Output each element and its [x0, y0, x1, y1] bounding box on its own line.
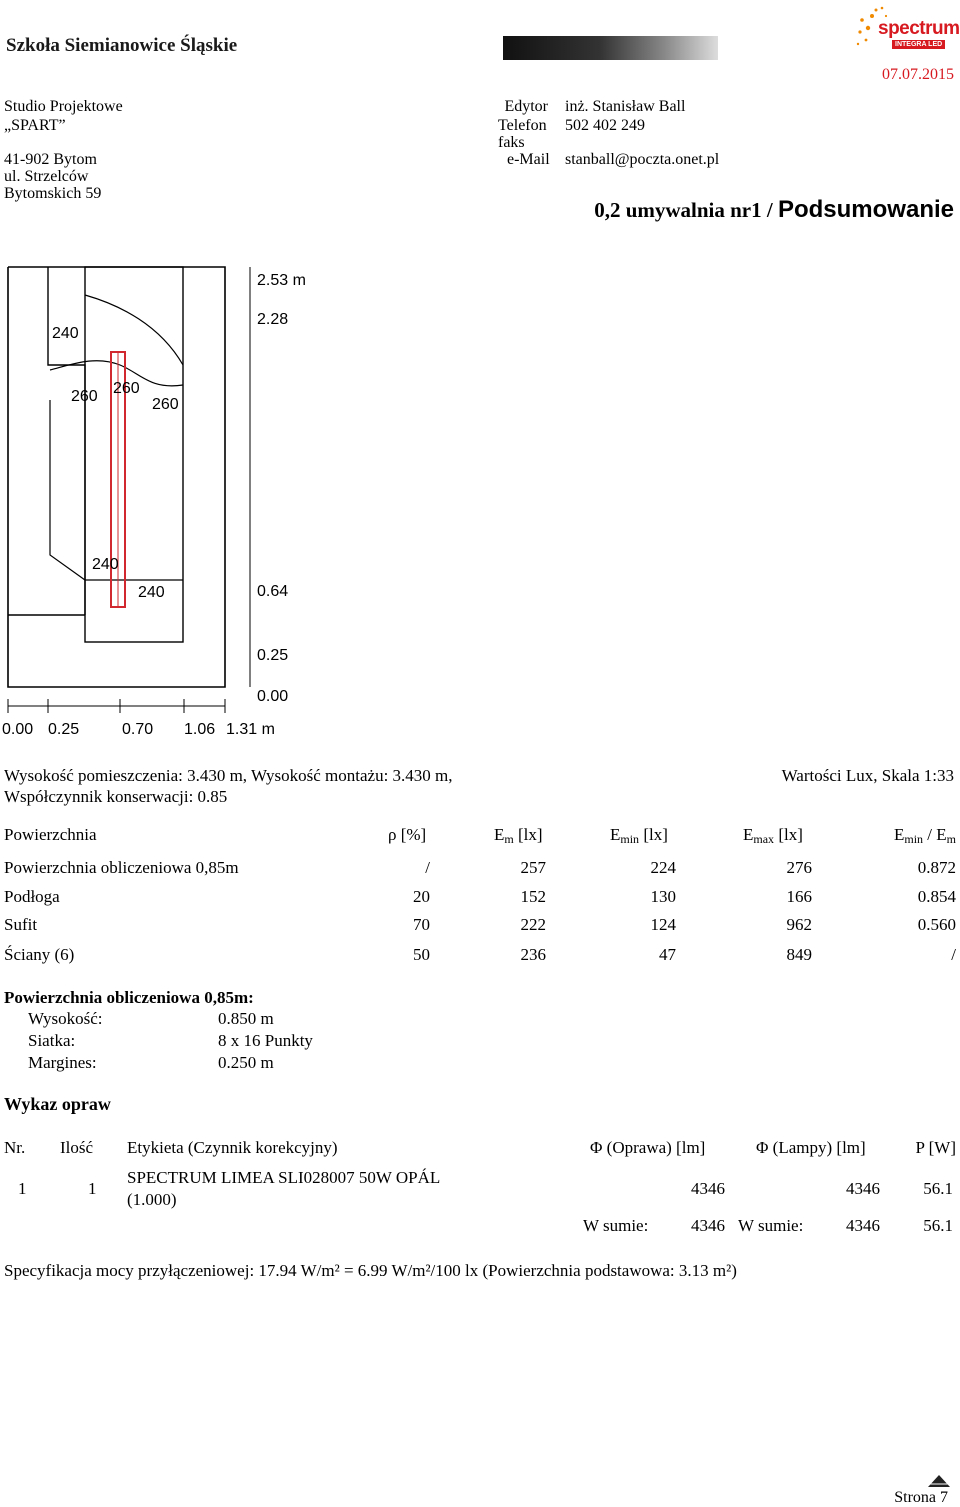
luminaire-label: SPECTRUM LIMEA SLI028007 50W OPÁL [127, 1168, 441, 1187]
contour-label: 240 [52, 325, 79, 342]
y-tick: 0.25 [257, 647, 289, 664]
calc-height-value: 0.850 m [218, 1009, 274, 1028]
calc-height-label: Wysokość: [28, 1009, 103, 1028]
luminaire-power: 56.1 [923, 1179, 953, 1198]
col-header-power: P [W] [915, 1138, 956, 1157]
col-header-qty: Ilość [60, 1138, 94, 1157]
surface-refl: / [425, 858, 430, 877]
spectrum-logo [852, 2, 958, 62]
col-header-emin: $E_{min}$ [lx] [610, 825, 668, 846]
col-header-phi-lamp: Φ (Lampy) [lm] [756, 1138, 866, 1157]
section-name: Podsumowanie [777, 196, 954, 223]
company-line-3: 41-902 Bytom [4, 151, 97, 168]
room-height-info: Wysokość pomieszczenia: 3.430 m, Wysokość montażu: 3.430 m, [4, 766, 453, 785]
contour-label: 240 [138, 584, 165, 601]
col-header-phi-fixture: Φ (Oprawa) [lm] [590, 1138, 706, 1157]
surface-em: 222 [520, 915, 546, 934]
surface-em: 152 [520, 887, 546, 906]
company-line-2: „SPART” [4, 117, 66, 134]
surface-emax: 166 [786, 887, 812, 906]
calc-margins-value: 0.250 m [218, 1053, 274, 1072]
x-tick: 0.00 [2, 721, 34, 738]
power-specification: Specyfikacja mocy przyłączeniowej: 17.94 W/m² = 6.99 W/m²/100 lx (Powierzchnia podstawowa: 3.13 m²) [4, 1261, 737, 1280]
x-tick: 1.06 [184, 721, 216, 738]
editor-label: Edytor [504, 98, 548, 115]
luminaire-phi-lamp: 4346 [846, 1179, 880, 1198]
surface-emax: 849 [786, 945, 812, 964]
fax-label: faks [498, 134, 525, 151]
surface-name: Podłoga [4, 887, 60, 906]
surface-emax: 962 [786, 915, 812, 934]
surface-em: 236 [520, 945, 546, 964]
col-header-emax: $E_{max}$ [lx] [743, 825, 803, 846]
header-gradient-bar [503, 36, 718, 60]
isoline-240-bottom [50, 400, 183, 580]
company-line-4: ul. Strzelców [4, 168, 89, 185]
col-header-em: $E_m$ [lx] [494, 825, 543, 846]
surface-emax: 276 [786, 858, 812, 877]
surface-ratio: 0.560 [917, 915, 956, 934]
maintenance-factor: Współczynnik konserwacji: 0.85 [4, 787, 228, 806]
luminaire-nr: 1 [18, 1179, 27, 1198]
y-tick: 2.53 m [257, 272, 306, 289]
luminaire-correction: (1.000) [127, 1190, 177, 1209]
surface-ratio: / [951, 945, 956, 964]
total-phi-lamp: 4346 [846, 1216, 880, 1235]
surface-emin: 47 [659, 945, 676, 964]
contour-label: 260 [113, 380, 140, 397]
surface-name: Powierzchnia obliczeniowa 0,85m [4, 858, 239, 877]
x-tick: 0.25 [48, 721, 80, 738]
calc-margins-label: Margines: [28, 1053, 97, 1072]
email-label: e-Mail [507, 151, 550, 168]
surface-emin: 130 [650, 887, 676, 906]
surface-ratio: 0.872 [917, 858, 956, 877]
phone-value: 502 402 249 [565, 117, 645, 134]
col-header-surface: Powierzchnia [4, 825, 97, 844]
contour-label: 260 [152, 396, 179, 413]
company-line-5: Bytomskich 59 [4, 185, 102, 202]
report-date: 07.07.2015 [882, 66, 954, 83]
school-title: Szkoła Siemianowice Śląskie [6, 35, 238, 56]
total-phi-fixture: 4346 [691, 1216, 725, 1235]
col-header-nr: Nr. [4, 1138, 26, 1157]
surface-emin: 124 [650, 915, 676, 934]
surface-refl: 50 [413, 945, 430, 964]
logo-text: spectrum [878, 18, 960, 39]
x-tick: 1.31 m [226, 721, 275, 738]
page-number: Strona 7 [894, 1489, 948, 1506]
editor-value: inż. Stanisław Ball [565, 98, 686, 115]
contour-label: 240 [92, 556, 119, 573]
luminaire-qty: 1 [88, 1179, 97, 1198]
surface-refl: 20 [413, 887, 430, 906]
col-header-reflectance: ρ [%] [388, 825, 427, 844]
col-header-ratio: $E_{min} / E_m$ [893, 825, 956, 846]
surface-name: Ściany (6) [4, 945, 75, 964]
surface-name: Sufit [4, 915, 38, 934]
company-line-1: Studio Projektowe [4, 98, 123, 115]
calc-grid-label: Siatka: [28, 1031, 76, 1050]
total-label-fixture: W sumie: [583, 1216, 649, 1235]
total-label-lamp: W sumie: [738, 1216, 804, 1235]
y-tick: 0.64 [257, 583, 289, 600]
calc-grid-value: 8 x 16 Punkty [218, 1031, 313, 1050]
page-logo-icon [928, 1475, 950, 1487]
fixture-area [85, 267, 183, 642]
total-power: 56.1 [923, 1216, 953, 1235]
email-value: stanball@poczta.onet.pl [565, 151, 720, 168]
phone-label: Telefon [498, 117, 547, 134]
surface-emin: 224 [650, 858, 676, 877]
x-tick: 0.70 [122, 721, 154, 738]
scale-info: Wartości Lux, Skala 1:33 [781, 766, 954, 785]
col-header-label: Etykieta (Czynnik korekcyjny) [127, 1138, 338, 1157]
inner-wall [48, 267, 85, 615]
logo-subtext: INTEGRA LED [892, 40, 945, 49]
luminaire-phi-fixture: 4346 [691, 1179, 725, 1198]
y-tick: 2.28 [257, 311, 289, 328]
surface-refl: 70 [413, 915, 430, 934]
page-title [594, 196, 954, 224]
y-tick: 0.00 [257, 688, 289, 705]
room-name: 0,2 umywalnia nr1 / [594, 198, 778, 222]
room-outline [8, 267, 225, 687]
isoline-top [85, 295, 183, 365]
calc-surface-title: Powierzchnia obliczeniowa 0,85m: [4, 988, 254, 1007]
luminaires-title: Wykaz opraw [4, 1094, 111, 1114]
floor-plan [0, 255, 330, 745]
surface-em: 257 [520, 858, 546, 877]
contour-label: 260 [71, 388, 98, 405]
surface-ratio: 0.854 [917, 887, 956, 906]
